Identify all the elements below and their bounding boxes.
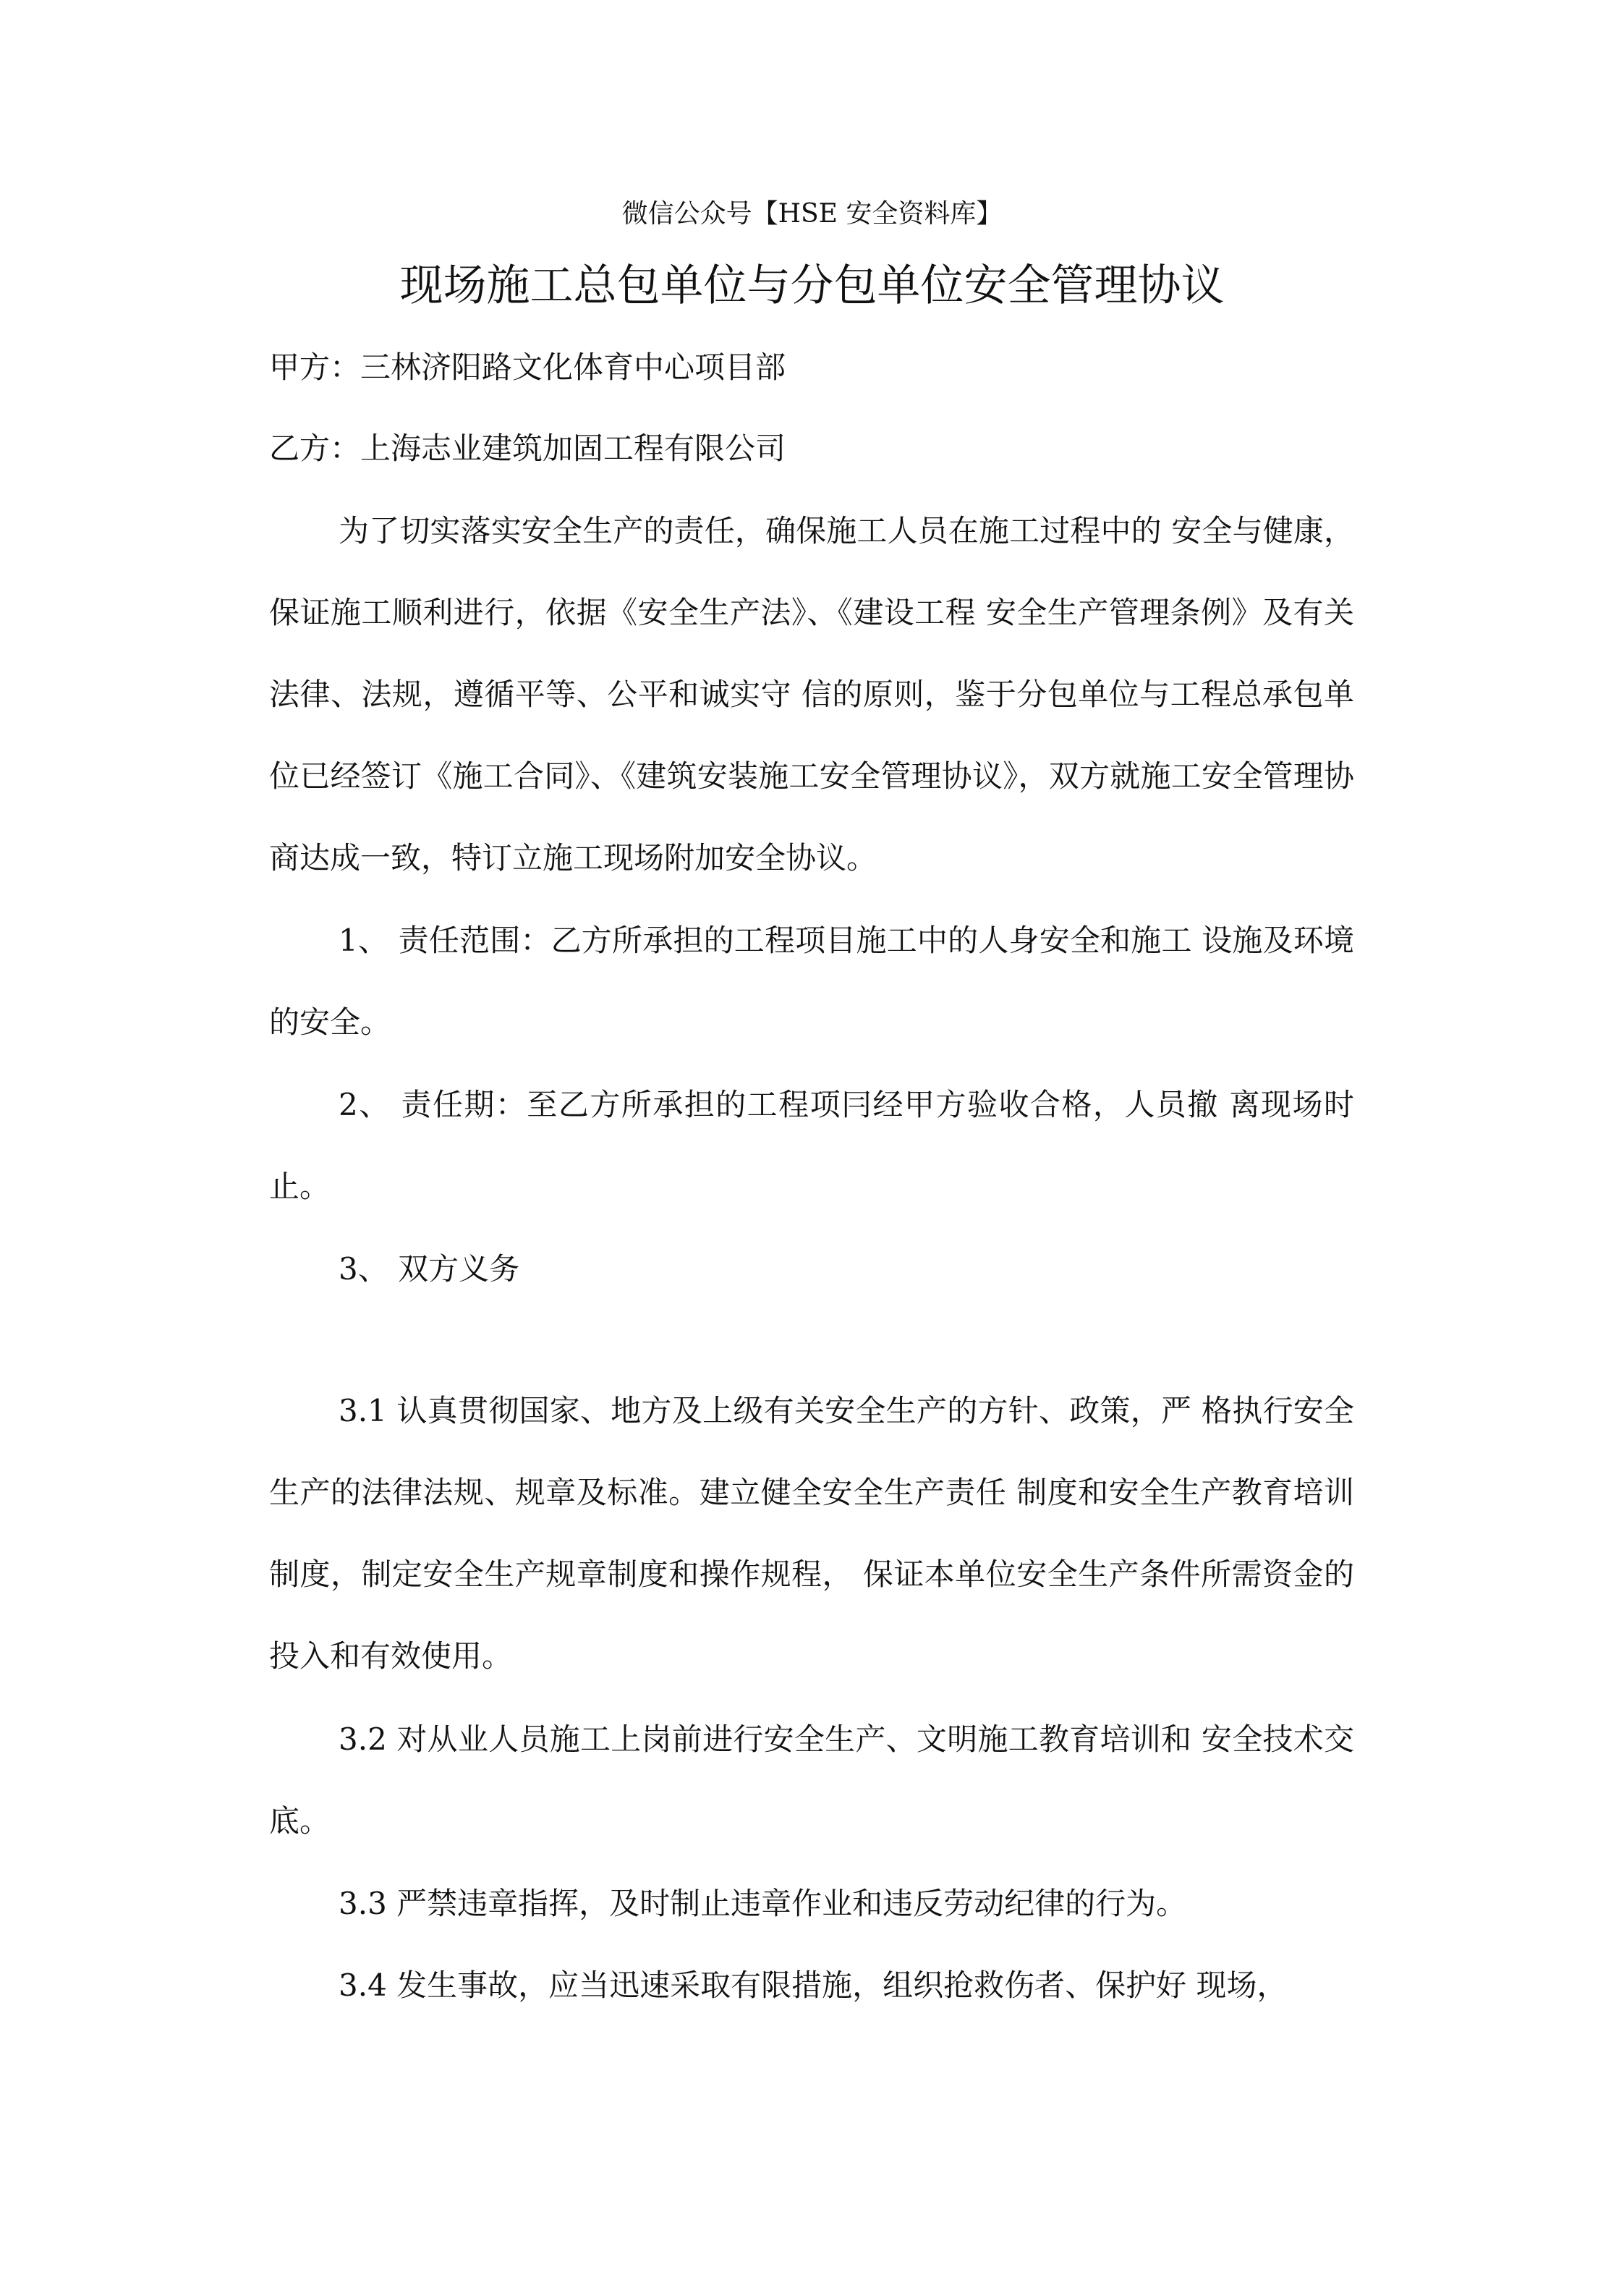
clause-1-paragraph: 1、 责任范围：乙方所承担的工程项目施工中的人身安全和施工 设施及环境的安全。 <box>269 923 1354 1040</box>
clause-3-2-paragraph: 3.2 对从业人员施工上岗前进行安全生产、文明施工教育培训和 安全技术交底。 <box>269 1721 1354 1839</box>
clause-3-1-paragraph: 3.1 认真贯彻国家、地方及上级有关安全生产的方针、政策，严 格执行安全生产的法律法规、规章及标准。建立健全安全生产责任 制度和安全生产教育培训制度，制定安全生产规章制度和操作规程， 保证本单位安全生产条件所需资金的投入和有效使用。 <box>269 1393 1354 1674</box>
clause-3-heading: 3、 双方义务 <box>339 1251 520 1287</box>
intro-paragraph: 为了切实落实安全生产的责任，确保施工人员在施工过程中的 安全与健康，保证施工顺利进行，依据《安全生产法》、《建设工程 安全生产管理条例》及有关法律、法规，遵循平等、公平和诚实守 信的原则，鉴于分包单位与工程总承包单位已经签订《施工合同》、《建筑安装施工安全管理协议》，双方就施工安全管理协商达成一致，特订立施工现场附加安全协议。 <box>269 513 1354 876</box>
party-b: 乙方：上海志业建筑加固工程有限公司 <box>269 431 786 466</box>
party-a: 甲方：三林济阳路文化体育中心项目部 <box>269 350 786 385</box>
header-note: 微信公众号【HSE 安全资料库】 <box>621 199 1003 229</box>
clause-3-3-paragraph: 3.3 严禁违章指挥，及时制止违章作业和违反劳动纪律的行为。 <box>339 1886 1187 1921</box>
clause-2-paragraph: 2、 责任期：至乙方所承担的工程项冃经甲方验收合格，人员撤 离现场时止。 <box>269 1087 1354 1204</box>
document-title: 现场施工总包单位与分包单位安全管理协议 <box>399 260 1225 311</box>
clause-3-4-paragraph: 3.4 发生事故，应当迅速采取有限措施，组织抢救伤者、保护好 现场， <box>339 1967 1288 2003</box>
